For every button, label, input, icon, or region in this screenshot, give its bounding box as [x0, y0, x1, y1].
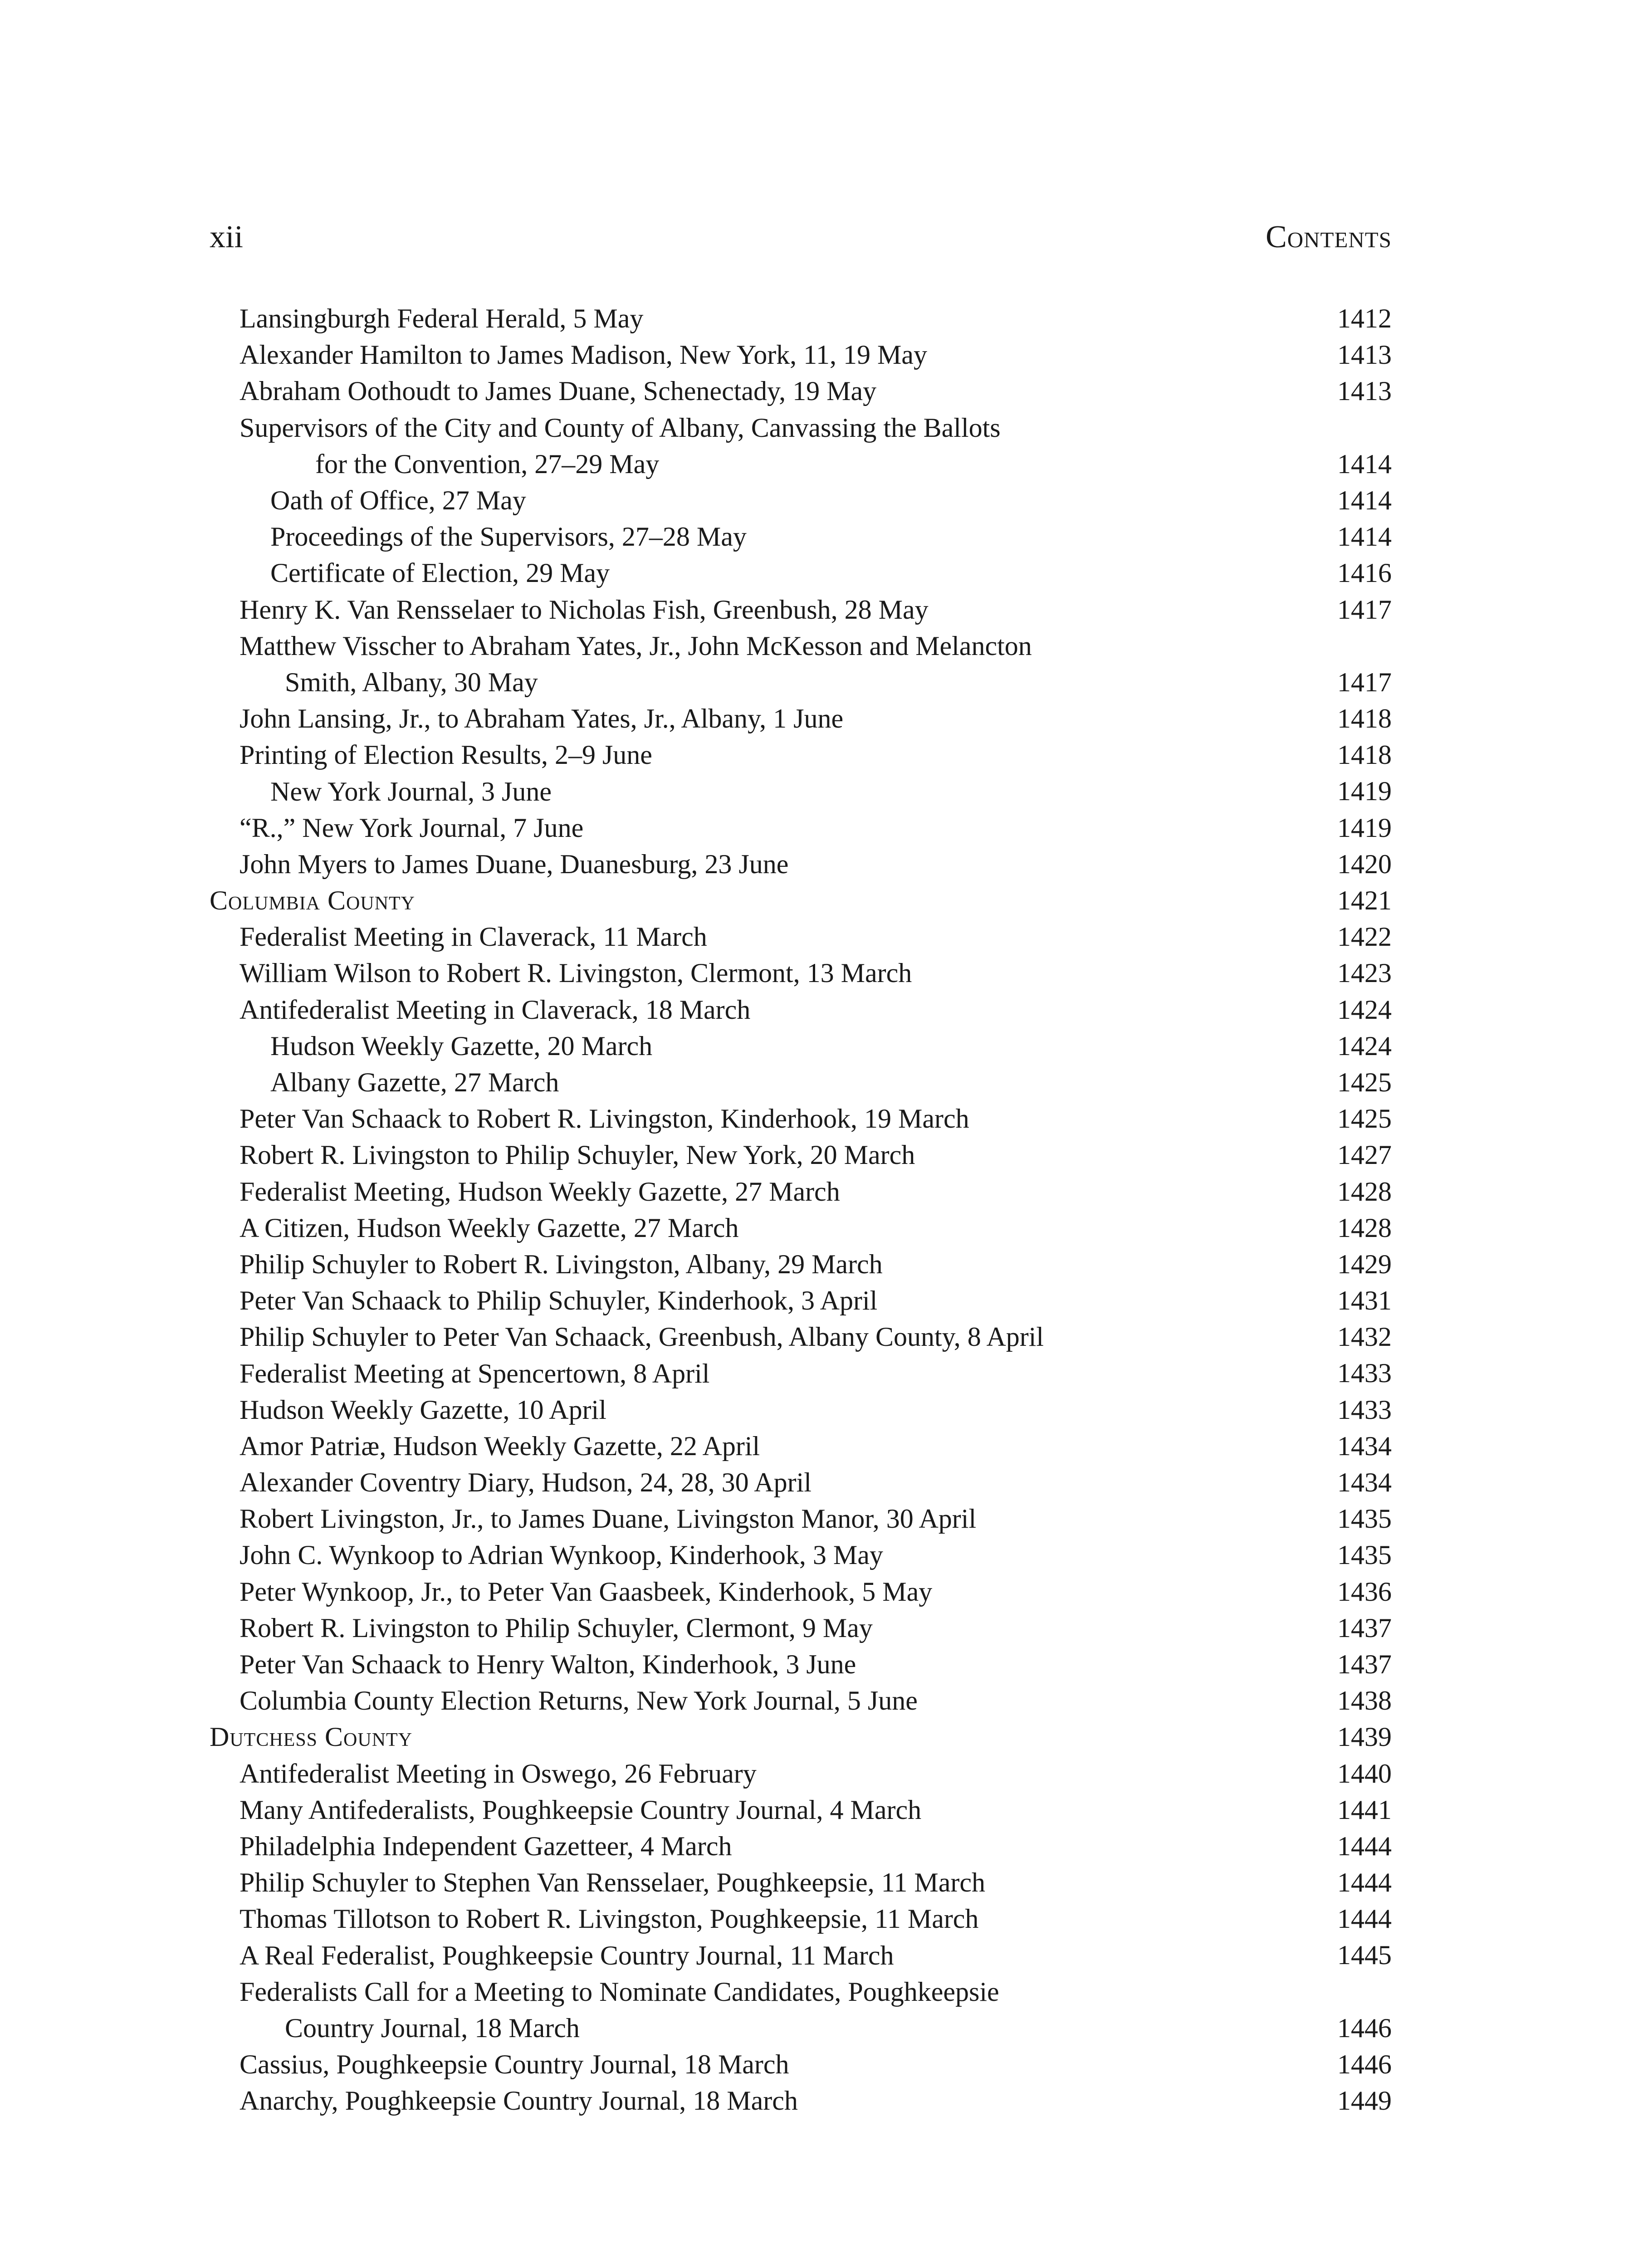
toc-entry — [210, 1610, 1392, 1646]
toc-entry — [210, 1137, 1392, 1173]
toc-entry-title: Federalist Meeting, Hudson Weekly Gazette, 27 March — [240, 1176, 840, 1207]
toc-entry-page-number: 1428 — [1337, 1212, 1392, 1243]
toc-entry — [210, 373, 1392, 409]
toc-entry-title: Federalist Meeting in Claverack, 11 March — [240, 922, 707, 952]
toc-entry-page-number: 1419 — [1337, 812, 1392, 843]
toc-entry-title: Hudson Weekly Gazette, 20 March — [270, 1031, 653, 1061]
toc-entry — [210, 591, 1392, 628]
toc-entry-page-number: 1418 — [1337, 704, 1392, 734]
toc-entry-title: Philip Schuyler to Robert R. Livingston, Albany, 29 March — [240, 1249, 883, 1279]
toc-entry — [210, 955, 1392, 991]
toc-entry-title: Columbia County Election Returns, New York Journal, 5 June — [240, 1686, 918, 1716]
toc-entry — [210, 1246, 1392, 1282]
toc-entry-page-number: 1445 — [1337, 1940, 1392, 1970]
toc-entry-title: Albany Gazette, 27 March — [270, 1067, 559, 1097]
toc-entry — [210, 1173, 1392, 1210]
toc-entry-title: John C. Wynkoop to Adrian Wynkoop, Kinderhook, 3 May — [240, 1540, 883, 1570]
toc-entry-title: John Myers to James Duane, Duanesburg, 23 June — [240, 849, 789, 879]
toc-entry-title: Alexander Coventry Diary, Hudson, 24, 28, 30 April — [240, 1467, 812, 1498]
running-head — [210, 217, 1392, 258]
toc-entry-title: A Real Federalist, Poughkeepsie Country Journal, 11 March — [240, 1940, 894, 1970]
toc-entry-page-number: 1413 — [1337, 340, 1392, 370]
toc-entry-page-number: 1438 — [1337, 1686, 1392, 1716]
toc-entry-page-number: 1444 — [1337, 1831, 1392, 1861]
toc-entry — [210, 1755, 1392, 1792]
county-heading — [210, 882, 1392, 919]
toc-entry-page-number: 1428 — [1337, 1176, 1392, 1207]
toc-entry-page-number: 1429 — [1337, 1249, 1392, 1279]
toc-entry-page-number: 1446 — [1337, 2013, 1392, 2043]
toc-entry-title-continued: for the Convention, 27–29 May — [315, 449, 660, 479]
toc-entry — [210, 992, 1392, 1028]
toc-entry — [210, 410, 1392, 482]
toc-entry-page-number: 1434 — [1337, 1467, 1392, 1498]
toc-entry-page-number: 1425 — [1337, 1067, 1392, 1097]
toc-entry-title: Lansingburgh Federal Herald, 5 May — [240, 303, 644, 333]
toc-entry-title: Robert R. Livingston to Philip Schuyler, Clermont, 9 May — [240, 1613, 873, 1643]
toc-entry-page-number: 1427 — [1337, 1140, 1392, 1170]
toc-entry-title: Dutchess County — [210, 1722, 413, 1752]
toc-entry-title: Thomas Tillotson to Robert R. Livingston, Poughkeepsie, 11 March — [240, 1904, 979, 1934]
toc-entry-page-number: 1433 — [1337, 1394, 1392, 1425]
toc-entry-page-number: 1433 — [1337, 1358, 1392, 1388]
toc-entry — [210, 1028, 1392, 1064]
toc-entry-title: Anarchy, Poughkeepsie Country Journal, 18 March — [240, 2086, 798, 2116]
toc-entry-page-number: 1435 — [1337, 1540, 1392, 1570]
toc-entry-title: Peter Van Schaack to Robert R. Livingston, Kinderhook, 19 March — [240, 1104, 969, 1134]
toc-entry-page-number: 1414 — [1337, 449, 1392, 479]
toc-entry-title: Robert Livingston, Jr., to James Duane, Livingston Manor, 30 April — [240, 1504, 977, 1534]
toc-entry-page-number: 1417 — [1337, 667, 1392, 697]
toc-entry-title: Oath of Office, 27 May — [270, 485, 526, 515]
toc-entry — [210, 773, 1392, 810]
county-heading — [210, 1719, 1392, 1755]
toc-entry-title: Abraham Oothoudt to James Duane, Schenectady, 19 May — [240, 376, 877, 406]
toc-entry-page-number: 1418 — [1337, 740, 1392, 770]
toc-entry-page-number: 1432 — [1337, 1322, 1392, 1352]
toc-entry — [210, 1392, 1392, 1428]
toc-entry — [210, 846, 1392, 882]
toc-entry — [210, 555, 1392, 591]
toc-entry-title: Federalists Call for a Meeting to Nominate Candidates, Poughkeepsie — [240, 1976, 999, 2007]
toc-entry-page-number: 1421 — [1337, 885, 1392, 916]
toc-entry-title: Antifederalist Meeting in Oswego, 26 February — [240, 1758, 757, 1789]
toc-entry-page-number: 1449 — [1337, 2086, 1392, 2116]
toc-entry — [210, 1064, 1392, 1100]
toc-entry-title: Amor Patriæ, Hudson Weekly Gazette, 22 April — [240, 1431, 760, 1461]
toc-entry — [210, 1574, 1392, 1610]
toc-entry-title: Hudson Weekly Gazette, 10 April — [240, 1394, 606, 1425]
toc-entry — [210, 1319, 1392, 1355]
toc-entry — [210, 1792, 1392, 1828]
toc-entry-title: Henry K. Van Rensselaer to Nicholas Fish, Greenbush, 28 May — [240, 594, 929, 625]
toc-entry-page-number: 1435 — [1337, 1504, 1392, 1534]
toc-entry-page-number: 1423 — [1337, 958, 1392, 988]
toc-entry-title: Antifederalist Meeting in Claverack, 18 March — [240, 994, 751, 1025]
toc-entry-page-number: 1439 — [1337, 1722, 1392, 1752]
section-title: Contents — [1266, 220, 1392, 254]
toc-entry — [210, 628, 1392, 700]
toc-entry-title: William Wilson to Robert R. Livingston, Clermont, 13 March — [240, 958, 912, 988]
toc-entry-title: Printing of Election Results, 2–9 June — [240, 740, 652, 770]
toc-entry-page-number: 1431 — [1337, 1286, 1392, 1316]
toc-entry-page-number: 1434 — [1337, 1431, 1392, 1461]
toc-entry-title: Robert R. Livingston to Philip Schuyler, New York, 20 March — [240, 1140, 915, 1170]
toc-entry-page-number: 1444 — [1337, 1867, 1392, 1898]
toc-entry-title: Alexander Hamilton to James Madison, New York, 11, 19 May — [240, 340, 927, 370]
toc-entry — [210, 1428, 1392, 1464]
toc-entry — [210, 1864, 1392, 1901]
toc-entry-title: Many Antifederalists, Poughkeepsie Country Journal, 4 March — [240, 1794, 922, 1825]
toc-entry-page-number: 1440 — [1337, 1758, 1392, 1789]
toc-entry — [210, 1100, 1392, 1137]
toc-entry-page-number: 1424 — [1337, 994, 1392, 1025]
toc-entry — [210, 1464, 1392, 1501]
toc-entry — [210, 518, 1392, 555]
toc-entry-title: Federalist Meeting at Spencertown, 8 April — [240, 1358, 710, 1388]
toc-entry-title: Peter Wynkoop, Jr., to Peter Van Gaasbeek, Kinderhook, 5 May — [240, 1576, 933, 1607]
toc-entry — [210, 810, 1392, 846]
toc-entry-page-number: 1416 — [1337, 558, 1392, 588]
toc-entry-title-continued: Smith, Albany, 30 May — [285, 667, 538, 697]
toc-entry-title: A Citizen, Hudson Weekly Gazette, 27 March — [240, 1212, 739, 1243]
toc-entry-title: “R.,” New York Journal, 7 June — [240, 812, 584, 843]
toc-entry-page-number: 1424 — [1337, 1031, 1392, 1061]
toc-entry-title: Certificate of Election, 29 May — [270, 558, 610, 588]
toc-entry — [210, 737, 1392, 773]
toc-entry-page-number: 1412 — [1337, 303, 1392, 333]
toc-entry-title: New York Journal, 3 June — [270, 776, 552, 807]
toc-entry-page-number: 1437 — [1337, 1649, 1392, 1679]
toc-entry-title: Peter Van Schaack to Philip Schuyler, Kinderhook, 3 April — [240, 1286, 878, 1316]
toc-entry-page-number: 1414 — [1337, 522, 1392, 552]
toc-entry-title: Matthew Visscher to Abraham Yates, Jr., John McKesson and Melancton — [240, 631, 1032, 661]
toc-entry — [210, 1682, 1392, 1719]
toc-entry — [210, 1210, 1392, 1246]
table-of-contents — [210, 300, 1392, 2119]
toc-entry-title: Columbia County — [210, 885, 416, 916]
toc-entry — [210, 1355, 1392, 1392]
toc-entry — [210, 2046, 1392, 2082]
toc-entry-page-number: 1446 — [1337, 2049, 1392, 2080]
page-folio: xii — [210, 220, 243, 254]
toc-entry-page-number: 1417 — [1337, 594, 1392, 625]
toc-entry — [210, 300, 1392, 337]
toc-entry-page-number: 1444 — [1337, 1904, 1392, 1934]
toc-entry-title: Supervisors of the City and County of Albany, Canvassing the Ballots — [240, 412, 1001, 443]
toc-entry — [210, 700, 1392, 737]
toc-entry-page-number: 1425 — [1337, 1104, 1392, 1134]
toc-entry — [210, 1537, 1392, 1573]
toc-entry — [210, 1974, 1392, 2046]
toc-entry-page-number: 1420 — [1337, 849, 1392, 879]
toc-entry-title: John Lansing, Jr., to Abraham Yates, Jr., Albany, 1 June — [240, 704, 844, 734]
toc-entry — [210, 1937, 1392, 1974]
toc-entry-title: Philip Schuyler to Stephen Van Rensselaer, Poughkeepsie, 11 March — [240, 1867, 985, 1898]
toc-entry — [210, 1646, 1392, 1682]
toc-entry-page-number: 1441 — [1337, 1794, 1392, 1825]
toc-entry — [210, 1501, 1392, 1537]
toc-entry — [210, 337, 1392, 373]
toc-entry-page-number: 1436 — [1337, 1576, 1392, 1607]
toc-entry-title: Peter Van Schaack to Henry Walton, Kinderhook, 3 June — [240, 1649, 856, 1679]
toc-entry-page-number: 1422 — [1337, 922, 1392, 952]
toc-entry-title: Philadelphia Independent Gazetteer, 4 March — [240, 1831, 732, 1861]
toc-entry-title: Cassius, Poughkeepsie Country Journal, 18 March — [240, 2049, 789, 2080]
toc-entry — [210, 1901, 1392, 1937]
toc-entry-page-number: 1414 — [1337, 485, 1392, 515]
toc-entry — [210, 919, 1392, 955]
toc-entry — [210, 1282, 1392, 1319]
toc-entry — [210, 2082, 1392, 2119]
toc-entry-title-continued: Country Journal, 18 March — [285, 2013, 580, 2043]
toc-entry-title: Proceedings of the Supervisors, 27–28 May — [270, 522, 747, 552]
toc-entry-title: Philip Schuyler to Peter Van Schaack, Greenbush, Albany County, 8 April — [240, 1322, 1044, 1352]
toc-entry-page-number: 1437 — [1337, 1613, 1392, 1643]
toc-entry — [210, 1828, 1392, 1864]
toc-entry-page-number: 1413 — [1337, 376, 1392, 406]
toc-entry-page-number: 1419 — [1337, 776, 1392, 807]
toc-entry — [210, 482, 1392, 518]
